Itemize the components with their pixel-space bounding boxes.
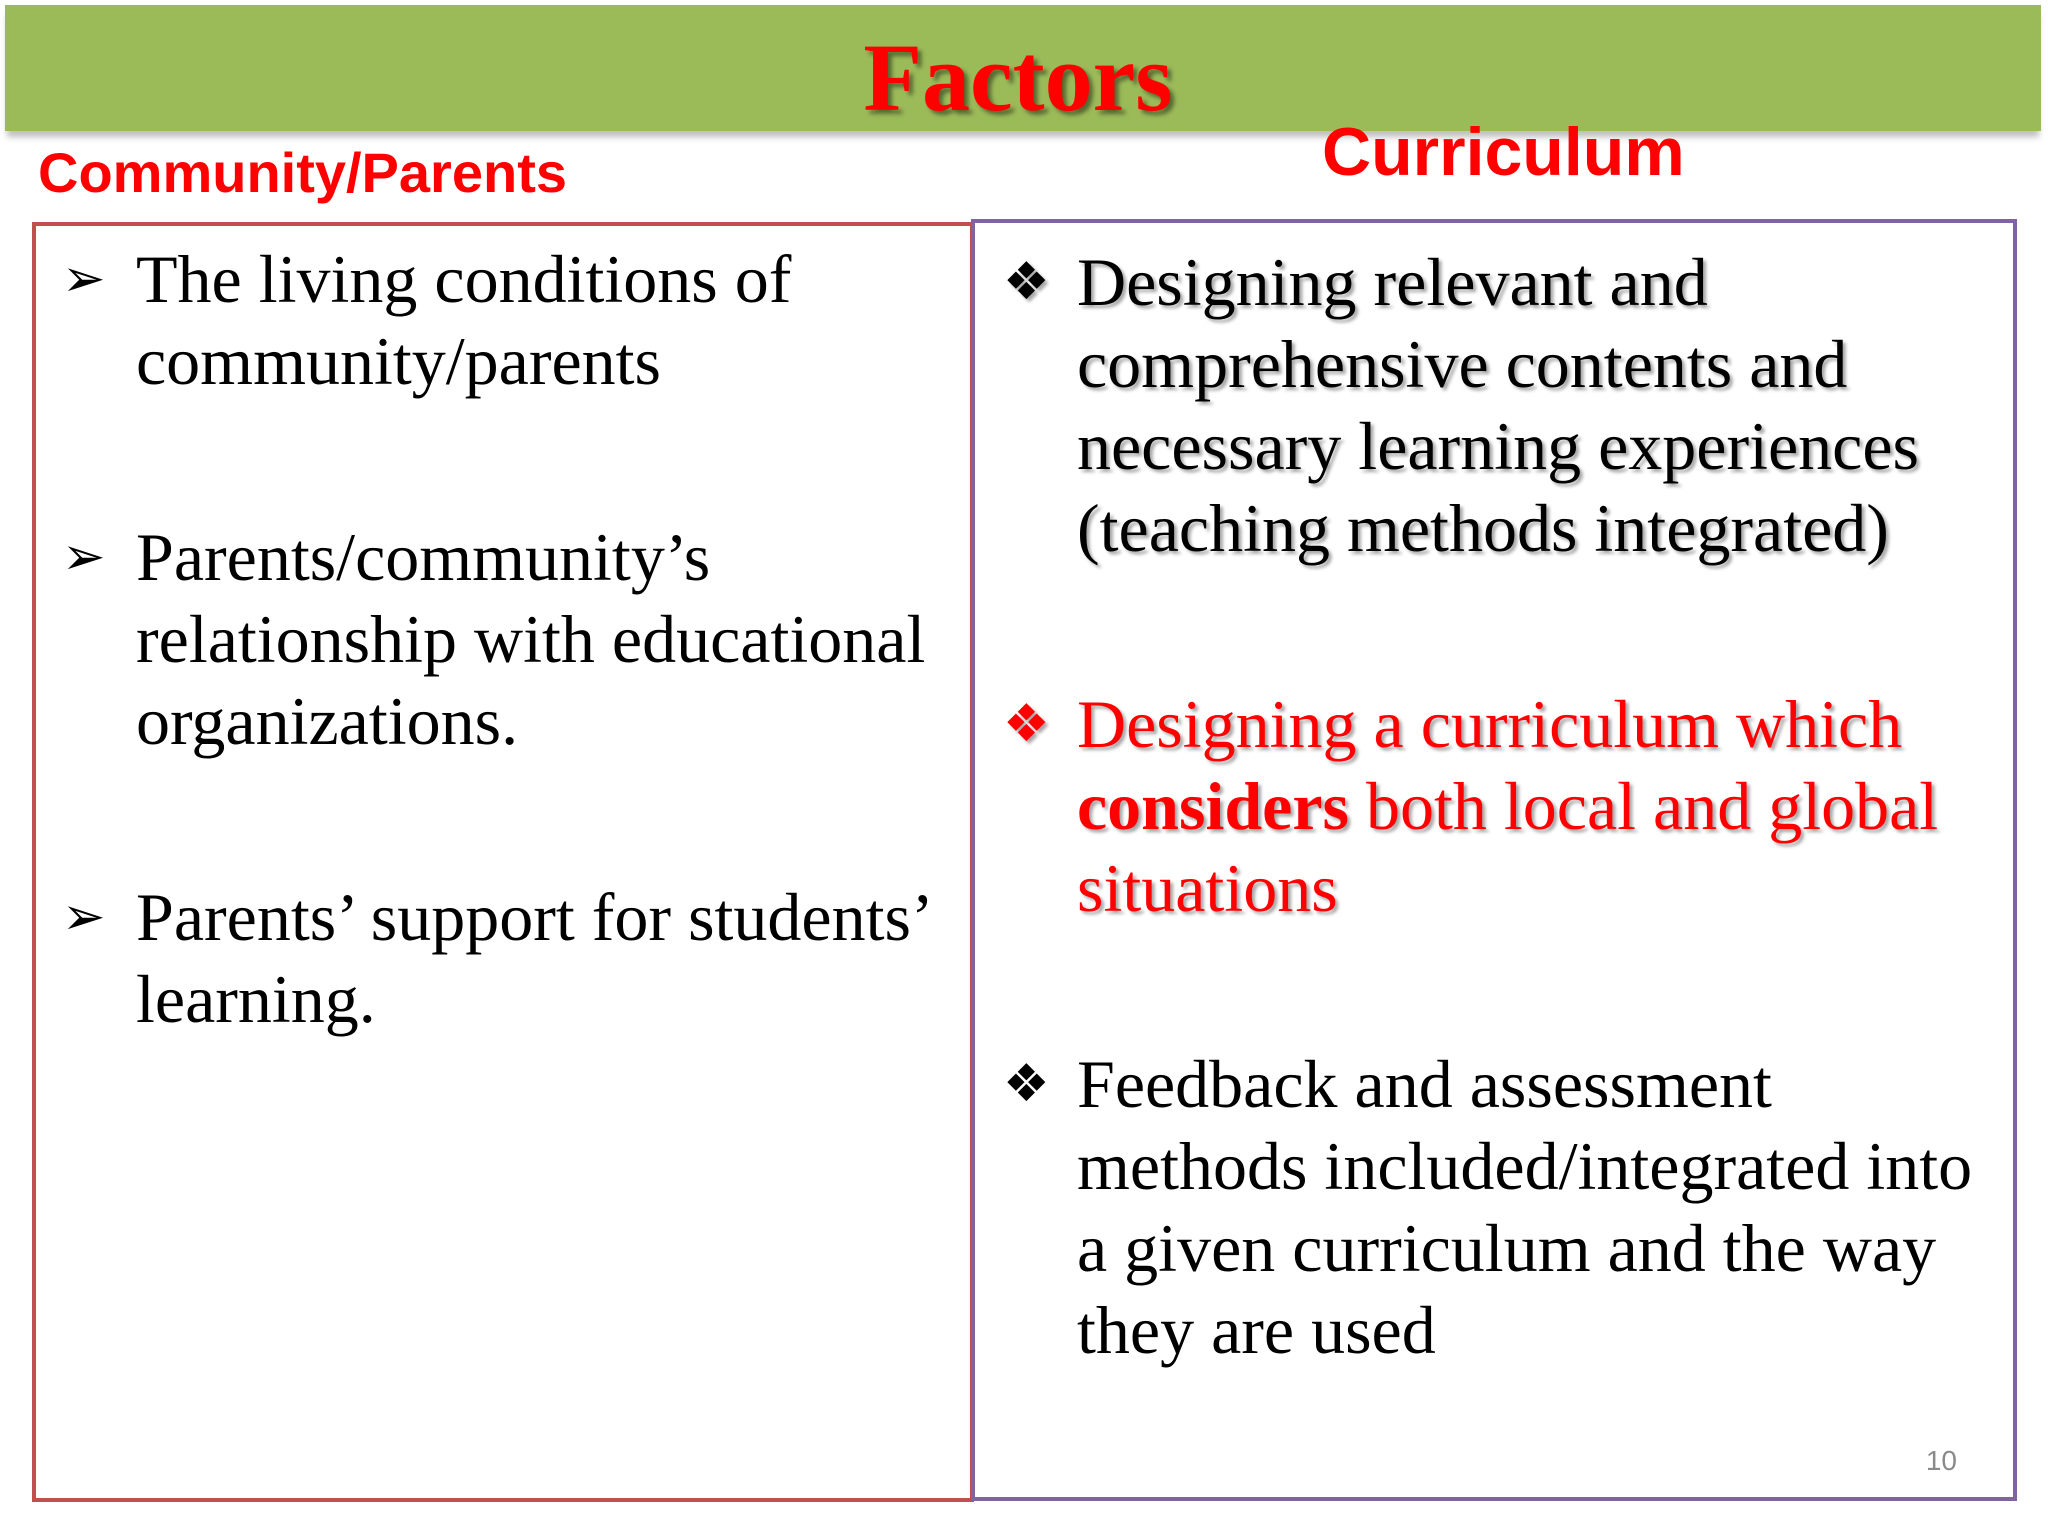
left-list-item-text: The living conditions of community/parents — [136, 241, 792, 399]
left-list-item-text: Parents’ support for students’ learning. — [136, 879, 929, 1037]
left-list-item-text: Parents/community’s relationship with educational organizations. — [136, 519, 926, 759]
curriculum-panel — [971, 219, 2017, 1501]
slide-title: Factors — [863, 24, 1173, 131]
left-list-item — [62, 876, 952, 1040]
arrowhead-bullet-icon: ➢ — [62, 527, 106, 587]
curriculum-heading: Curriculum — [1322, 114, 1685, 190]
four-diamond-bullet-icon: ❖ — [1003, 252, 1050, 312]
arrowhead-bullet-icon: ➢ — [62, 249, 106, 309]
highlight-text-part-1: Designing a curriculum which — [1077, 686, 1903, 762]
title-bar — [5, 5, 2041, 131]
left-list-item — [62, 516, 952, 762]
highlight-text-part-2: both local and global situations — [1077, 768, 1939, 926]
community-parents-heading: Community/Parents — [38, 141, 567, 204]
left-list-item — [62, 238, 952, 402]
page-number: 10 — [1925, 1445, 1957, 1476]
right-list-item-text — [1077, 683, 2003, 929]
four-diamond-bullet-icon: ❖ — [1003, 1054, 1050, 1114]
right-list-item — [1003, 241, 2003, 569]
emphasis-word: considers — [1077, 768, 1349, 844]
right-list-item — [1003, 1043, 2003, 1371]
right-list-item-highlighted — [1003, 683, 2003, 929]
right-list-item-text: Designing relevant and comprehensive contents and necessary learning experiences (teaching methods integrated) — [1077, 244, 1919, 566]
right-list-item-text: Feedback and assessment methods included/integrated into a given curriculum and the way they are used — [1077, 1046, 1973, 1368]
arrowhead-bullet-icon: ➢ — [62, 887, 106, 947]
four-diamond-bullet-icon: ❖ — [1003, 694, 1050, 754]
community-parents-panel — [32, 222, 974, 1502]
